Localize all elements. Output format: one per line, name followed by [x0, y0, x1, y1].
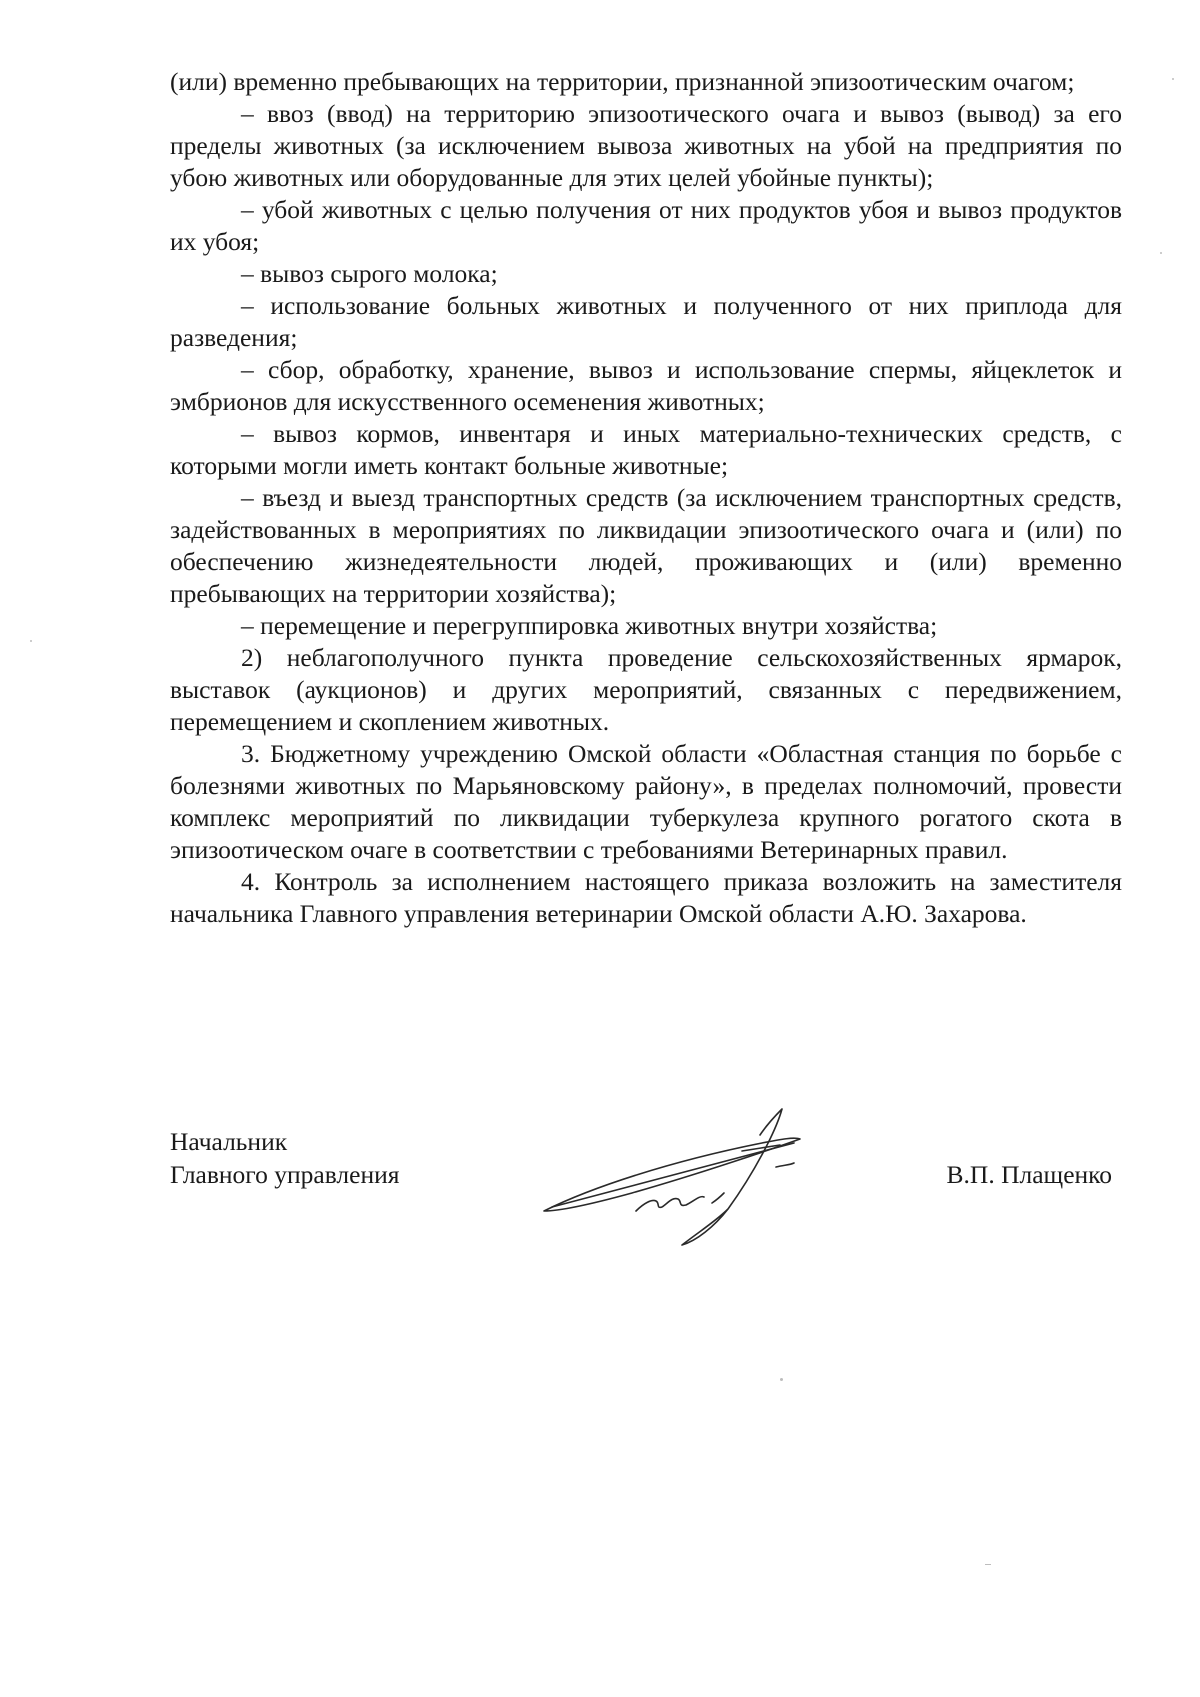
- signatory-name: В.П. Плащенко: [946, 1160, 1112, 1189]
- paragraph-import-export-ban: – ввоз (ввод) на территорию эпизоотического очага и вывоз (вывод) за его пределы животных (за исключением вывоза животных на убой на предприятия по убою животных или оборудованные для этих целей убойные пункты);: [170, 99, 1122, 192]
- paragraph-item-2: 2) неблагополучного пункта проведение сельскохозяйственных ярмарок, выставок (аукционов) и других мероприятий, связанных с передвижением, перемещением и скоплением животных.: [170, 643, 1122, 736]
- paragraph-item-3: 3. Бюджетному учреждению Омской области «Областная станция по борьбе с болезнями животных по Марьяновскому району», в пределах полномочий, провести комплекс мероприятий по ликвидации туберкулеза крупного рогатого скота в эпизоотическом очаге в соответствии с требованиями Ветеринарных правил.: [170, 739, 1122, 864]
- scan-speck: [1160, 252, 1162, 254]
- scan-speck: [985, 1564, 991, 1565]
- paragraph-regrouping-ban: – перемещение и перегруппировка животных внутри хозяйства;: [241, 611, 938, 640]
- scan-speck: [780, 1378, 783, 1381]
- scan-speck: [30, 640, 32, 642]
- paragraph-continuation: (или) временно пребывающих на территории, признанной эпизоотическим очагом;: [170, 67, 1075, 96]
- signatory-title-line2: Главного управления: [170, 1160, 400, 1189]
- paragraph-item-4: 4. Контроль за исполнением настоящего приказа возложить на заместителя начальника Главного управления ветеринарии Омской области А.Ю. Захарова.: [170, 867, 1122, 928]
- paragraph-breeding-ban: – использование больных животных и полученного от них приплода для разведения;: [170, 291, 1122, 352]
- handwritten-signature: [532, 1103, 832, 1253]
- scan-speck: [1172, 78, 1174, 80]
- paragraph-milk-export-ban: – вывоз сырого молока;: [241, 259, 498, 288]
- paragraph-slaughter-ban: – убой животных с целью получения от них продуктов убоя и вывоз продуктов их убоя;: [170, 195, 1122, 256]
- signatory-title-line1: Начальник: [170, 1127, 288, 1156]
- document-body: [170, 66, 1122, 930]
- paragraph-feed-inventory-ban: – вывоз кормов, инвентаря и иных материально-технических средств, с которыми могли иметь контакт больные животные;: [170, 419, 1122, 480]
- signature-block: [170, 1125, 1122, 1265]
- signatory-title: [170, 1125, 400, 1191]
- paragraph-vehicle-ban: – въезд и выезд транспортных средств (за исключением транспортных средств, задействованных в мероприятиях по ликвидации эпизоотического очага и (или) по обеспечению жизнедеятельности людей, проживающих и (или) временно пребывающих на территории хозяйства);: [170, 483, 1122, 608]
- paragraph-sperm-embryo-ban: – сбор, обработку, хранение, вывоз и использование спермы, яйцеклеток и эмбрионов для искусственного осеменения животных;: [170, 355, 1122, 416]
